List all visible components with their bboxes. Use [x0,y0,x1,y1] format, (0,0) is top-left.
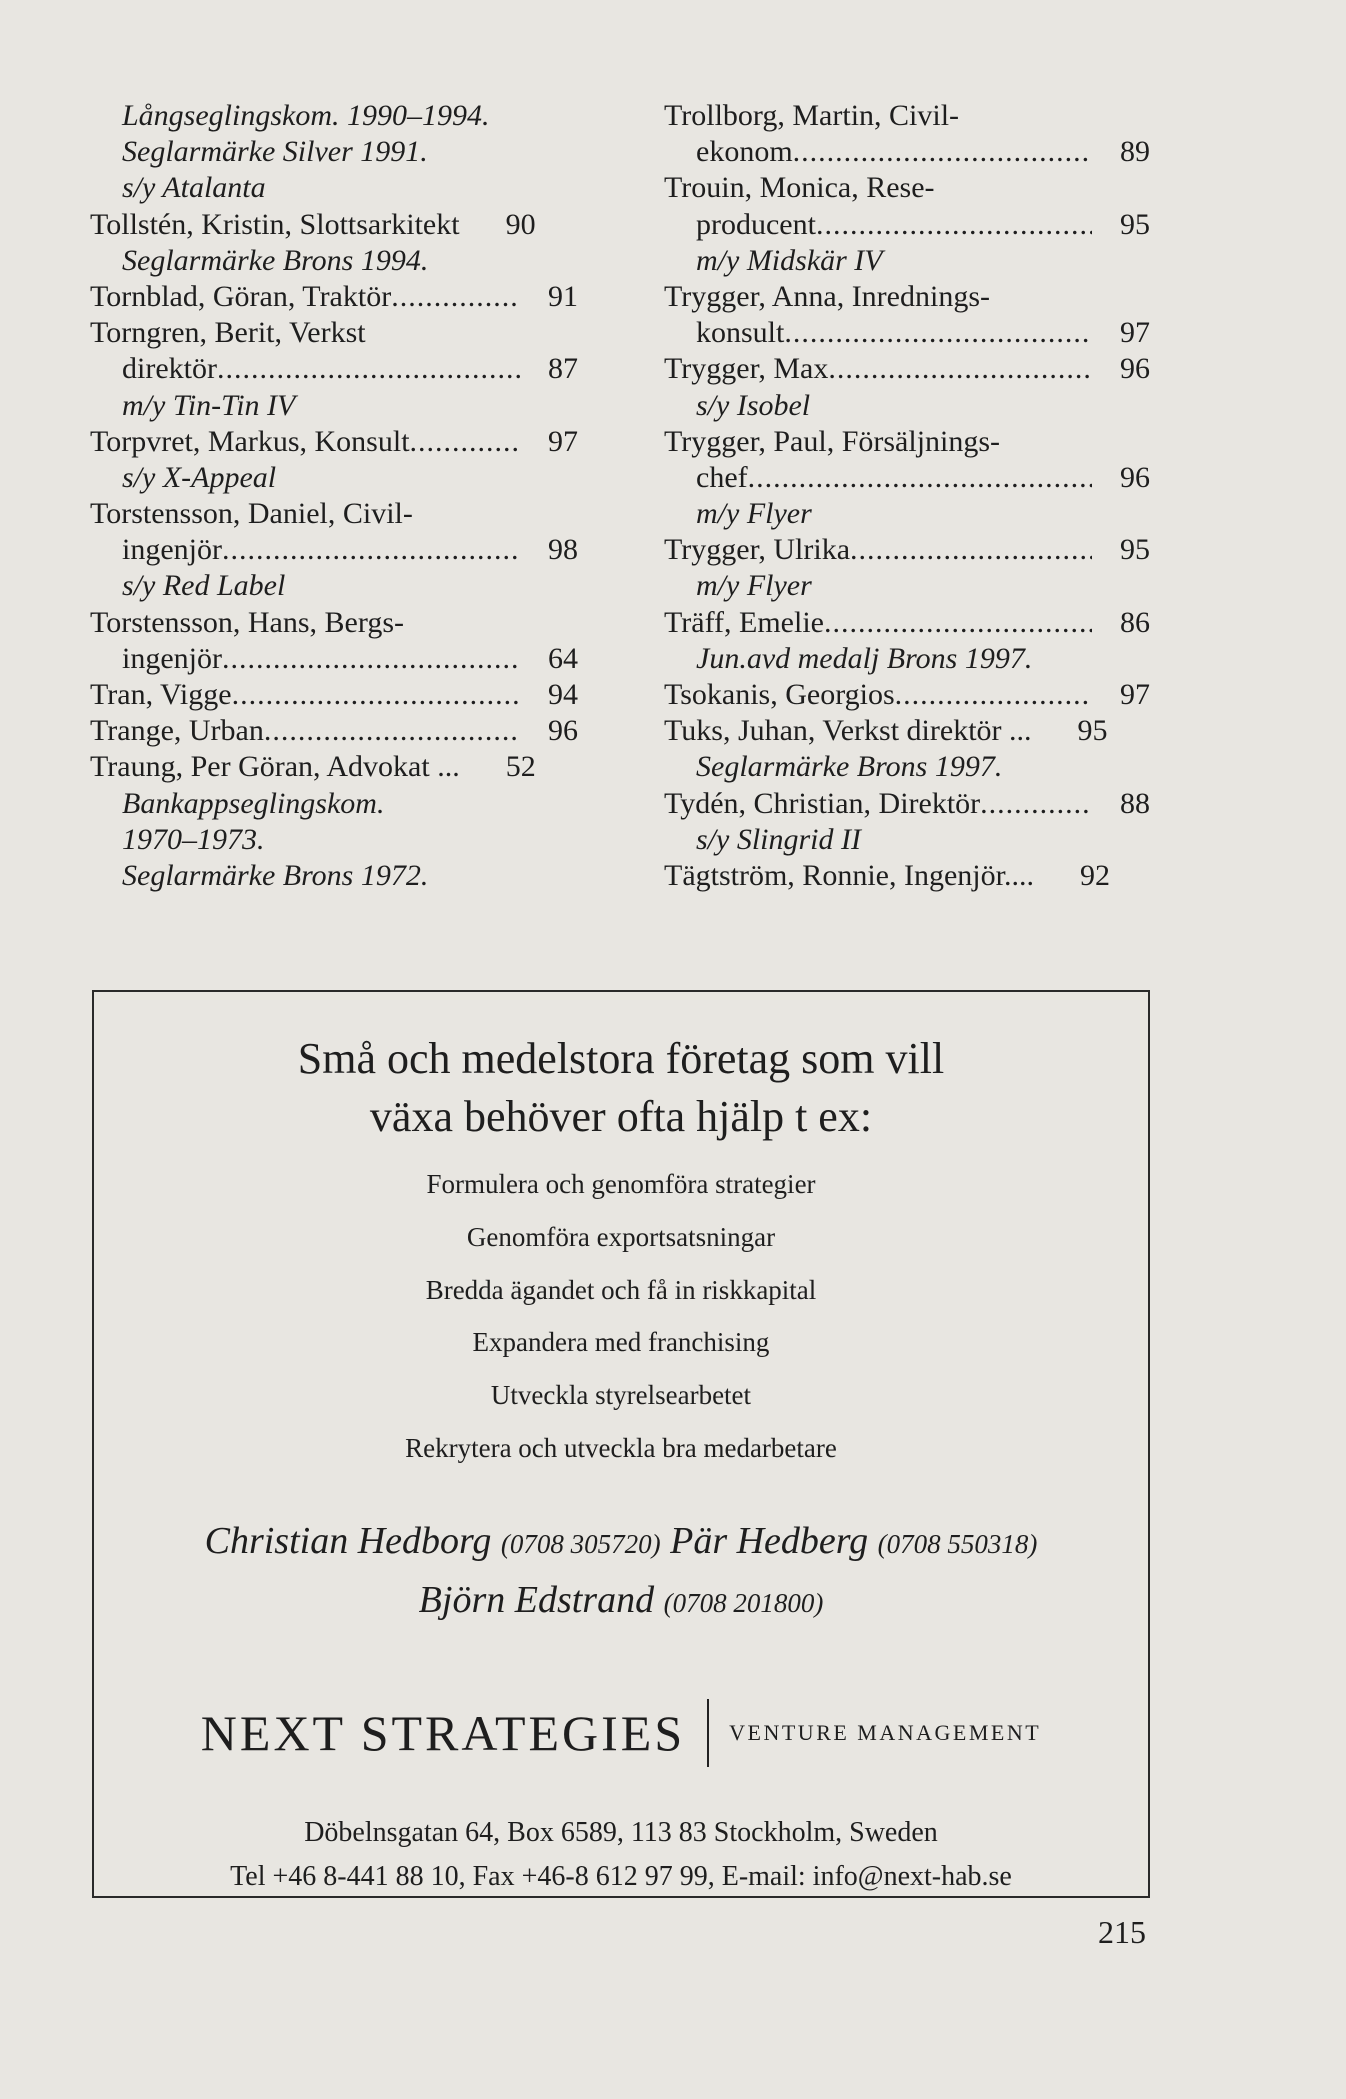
dot-leader [793,134,1092,170]
index-note [90,170,578,206]
entry-page-number: 98 [548,533,578,567]
index-entry [90,641,578,677]
index-note [90,858,578,894]
entry-page-number: 97 [1120,678,1150,711]
entry-text: direktör [122,352,217,386]
entry-page-number: 96 [548,714,578,748]
dot-leader [264,713,520,749]
entry-page-number: 96 [1120,460,1150,494]
index-note [90,388,578,424]
index-entry [90,605,578,641]
logo-divider [707,1699,709,1767]
entry-text: Torstensson, Daniel, Civil- [90,497,413,531]
index-note [664,641,1150,677]
entry-text: Tsokanis, Georgios [664,678,895,711]
entry-page-number: 96 [1120,352,1150,386]
company-address [94,1811,1148,1899]
entry-page-number: 52 [505,750,536,784]
entry-text: Torpvret, Markus, Konsult [90,424,410,458]
entry-page-number: 89 [1120,135,1150,169]
entry-text: s/y Slingrid II [696,822,861,856]
entry-text: Seglarmärke Brons 1972. [122,858,429,892]
entry-text: s/y Atalanta [122,171,266,205]
entry-text: Tran, Vigge [90,678,232,711]
entry-text: Seglarmärke Brons 1994. [122,243,429,277]
index-note [90,568,578,604]
entry-page-number: 97 [548,424,578,458]
entry-text: ekonom [696,135,793,169]
contact-name: Björn Edstrand [418,1578,655,1621]
index-entry [664,605,1150,641]
entry-text: m/y Midskär IV [696,243,883,277]
index-note [90,822,578,858]
street-address: Döbelnsgatan 64, Box 6589, 113 83 Stockholm, Sweden [304,1816,938,1848]
brand-name: NEXT STRATEGIES [200,1704,686,1761]
entry-text: konsult [696,316,785,350]
entry-text: s/y Red Label [122,569,286,603]
entry-text: Trygger, Paul, Försäljnings- [664,424,1001,458]
service-item: Genomföra exportsatsningar [466,1221,776,1252]
index-entry [664,786,1150,822]
entry-text: Torstensson, Hans, Bergs- [90,605,404,639]
entry-text: 1970–1973. [122,822,265,856]
index-entry [664,460,1150,496]
entry-page-number: 91 [548,279,578,313]
entry-text: Trollborg, Martin, Civil- [664,99,960,132]
index-entry [90,713,578,749]
dot-leader [824,605,1092,641]
entry-text: Tuks, Juhan, Verkst direktör ... [664,714,1032,748]
index-entry [90,279,578,315]
entry-page-number: 95 [1120,533,1150,567]
advertisement-box [92,990,1150,1898]
index-note [90,134,578,170]
entry-page-number: 64 [548,641,578,675]
index-entry [90,749,578,785]
service-item: Rekrytera och utveckla bra medarbetare [405,1432,837,1463]
dot-leader [828,351,1092,387]
index-entry [90,207,578,243]
index-column-left [90,98,578,894]
index-column-right [664,98,1150,894]
dot-leader [232,677,520,713]
index-entry [90,496,578,532]
entry-text: Träff, Emelie [664,605,824,639]
entry-page-number: 94 [548,678,578,711]
dot-leader [895,677,1092,713]
index-entry [664,134,1150,170]
service-item: Expandera med franchising [472,1327,770,1358]
entry-text: Trygger, Anna, Inrednings- [664,279,990,313]
index-entry [664,713,1150,749]
dot-leader [222,532,520,568]
entry-text: Jun.avd medalj Brons 1997. [696,641,1033,675]
dot-leader [217,351,520,387]
entry-text: ingenjör [122,641,222,675]
entry-text: Tollstén, Kristin, Slottsarkitekt [90,207,460,241]
index-entry [664,424,1150,460]
entry-page-number: 88 [1120,786,1150,820]
dot-leader [410,424,520,460]
index-entry [664,170,1150,206]
index-entry [664,351,1150,387]
index-note [664,822,1150,858]
entry-text: s/y X-Appeal [122,460,277,494]
entry-text: m/y Flyer [696,497,812,531]
index-note [90,243,578,279]
entry-page-number: 92 [1079,858,1110,892]
index-note [664,388,1150,424]
entry-text: Seglarmärke Brons 1997. [696,750,1003,784]
entry-text: producent [696,207,816,241]
index-entry [90,424,578,460]
index-entry [664,532,1150,568]
entry-page-number: 95 [1120,207,1150,241]
entry-text: Seglarmärke Silver 1991. [122,135,428,169]
index-note [664,243,1150,279]
index-note [664,568,1150,604]
ad-headline: Små och medelstora företag som vill [297,1034,945,1083]
entry-text: Trygger, Ulrika [664,533,851,567]
entry-text: Trange, Urban [90,714,264,748]
entry-page-number: 95 [1077,714,1108,748]
index-entry [90,532,578,568]
entry-page-number: 90 [505,207,536,241]
index-entry [664,279,1150,315]
entry-text: Tydén, Christian, Direktör [664,786,981,820]
dot-leader [748,460,1092,496]
entry-text: m/y Tin-Tin IV [122,388,296,422]
contact-phone: (0708 305720) [500,1528,661,1559]
contact-line: Tel +46 8-441 88 10, Fax +46-8 612 97 99, E-mail: info@next-hab.se [230,1860,1012,1892]
ad-headline-line-2: växa behöver ofta hjälp t ex: [369,1092,873,1141]
contact-phone: (0708 201800) [663,1587,824,1618]
entry-text: Tornblad, Göran, Traktör [90,279,392,313]
index-entry [90,351,578,387]
index-entry [664,677,1150,713]
entry-text: m/y Flyer [696,569,812,603]
services-list [94,1158,1148,1475]
dot-leader [816,207,1092,243]
service-item: Utveckla styrelsearbetet [490,1380,752,1411]
contact-phone: (0708 550318) [877,1528,1038,1559]
dot-leader [391,279,520,315]
entry-page-number: 86 [1120,605,1150,639]
entry-page-number: 87 [548,352,578,386]
entry-text: Traung, Per Göran, Advokat ... [90,750,460,784]
service-item: Bredda ägandet och få in riskkapital [425,1274,817,1305]
entry-text: Trouin, Monica, Rese- [664,171,935,205]
entry-text: s/y Isobel [696,388,811,422]
dot-leader [850,532,1092,568]
index-note [664,749,1150,785]
entry-text: Trygger, Max [664,352,829,386]
page-number: 215 [1098,1914,1146,1950]
index-entry [664,858,1150,894]
dot-leader [784,315,1092,351]
entry-page-number: 97 [1120,316,1150,350]
index-note [90,98,578,134]
index-entry [90,677,578,713]
entry-text: Torngren, Berit, Verkst [90,316,366,350]
entry-text: Bankappseglingskom. [122,786,385,820]
company-logo [94,1699,1148,1767]
index-note [90,786,578,822]
index-entry [664,207,1150,243]
contact-people [94,1513,1148,1631]
index-note [90,460,578,496]
entry-text: Tägtström, Ronnie, Ingenjör.... [664,858,1034,892]
dot-leader [980,786,1092,822]
index-note [664,496,1150,532]
contact-name: Christian Hedborg [204,1519,492,1562]
index-entry [90,315,578,351]
brand-tagline: VENTURE MANAGEMENT [729,1719,1042,1745]
entry-text: chef [696,460,748,494]
service-item: Formulera och genomföra strategier [426,1169,816,1199]
contact-name: Pär Hedberg [670,1519,869,1562]
entry-text: Långseglingskom. 1990–1994. [122,99,490,132]
index-entry [664,98,1150,134]
entry-text: ingenjör [122,533,222,567]
dot-leader [222,641,520,677]
index-entry [664,315,1150,351]
